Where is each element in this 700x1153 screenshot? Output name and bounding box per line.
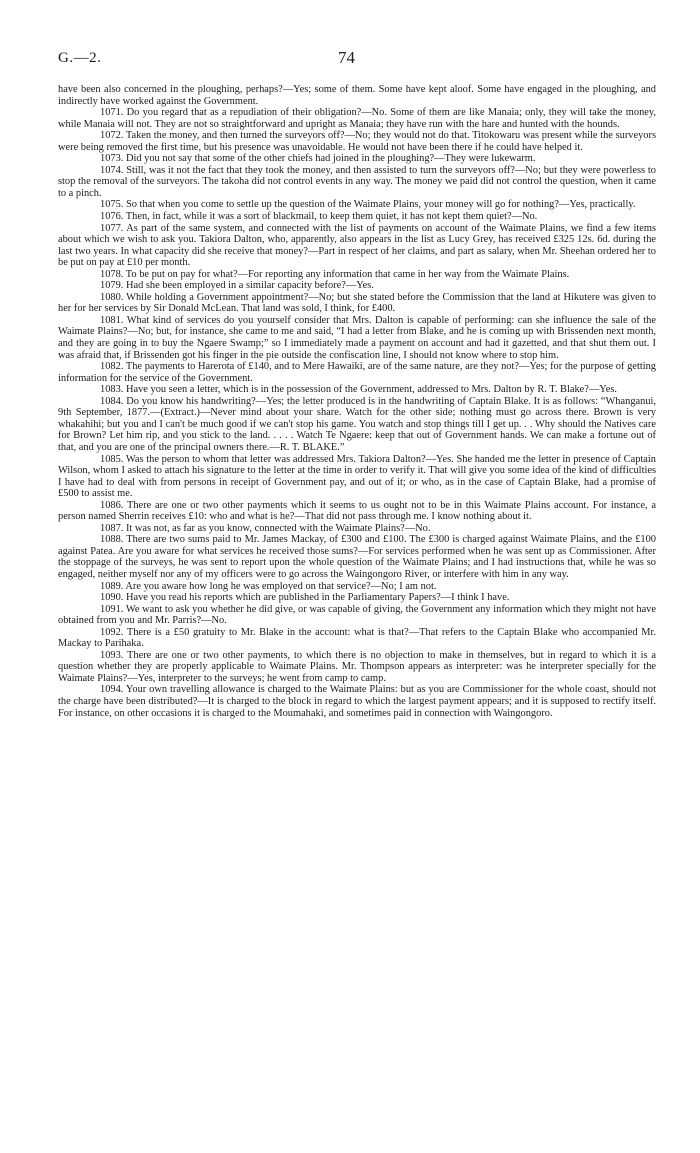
question-1075: 1075. So that when you come to settle up the question of the Waimate Plains, your money will go for nothing?—Yes, practically.	[100, 199, 636, 211]
body-text	[58, 84, 656, 719]
question-1092: 1092. There is a £50 gratuity to Mr. Blake in the account: what is that?—That refers to the Captain Blake who accompanied Mr. Mackay to Parihaka.	[58, 626, 656, 650]
question-1077: 1077. As part of the same system, and connected with the list of payments on account of the Waimate Plains, we find a few items about which we wish to ask you. Takiora Dalton, who, apparently, also appears in the list as Lucy Grey, has received £325 12s. 6d. during the last two years. In what capacity did she receive that money?—Part in respect of her claims, and part as salary, when Mr. Sheehan ordered her to be put on pay at £10 per month.	[58, 222, 656, 269]
question-1087: 1087. It was not, as far as you know, connected with the Waimate Plains?—No.	[100, 522, 431, 534]
question-1079: 1079. Had she been employed in a similar capacity before?—Yes.	[100, 280, 374, 292]
question-1073: 1073. Did you not say that some of the other chiefs had joined in the ploughing?—They were lukewarm.	[100, 153, 536, 165]
question-1090: 1090. Have you read his reports which are published in the Parliamentary Papers?—I think I have.	[100, 592, 510, 604]
question-1083: 1083. Have you seen a letter, which is in the possession of the Government, addressed to Mrs. Dalton by R. T. Blake?—Yes.	[100, 384, 618, 396]
question-1071: 1071. Do you regard that as a repudiation of their obligation?—No. Some of them are like Manaia; only, they will take the money, while Manaia will not. They are not so straightforward and upright as Manaia; they have run with the hare and hunted with the hounds.	[58, 107, 656, 130]
question-1084: 1084. Do you know his handwriting?—Yes; the letter produced is in the handwriting of Captain Blake. It is as follows: “Whanganui, 9th September, 1877.—(Extract.)—Never mind about your share. Watch for the other side; nothing must go across there. Brown is very whakahihi; but you and I can't be much good if we can't stop his game. You watch and stop things till I get up. . . Why should the Natives care for Brown? Let him rip, and you stick to the land. . . . . Watch Te Ngaere: keep that out of Government hands. We can make a fortune out of that, and you are one of the principal owners there.—R. T. BLAKE.”	[58, 395, 656, 453]
question-1080: 1080. While holding a Government appointment?—No; but she stated before the Commission that the land at Hikutere was given to her for her services by Sir Donald McLean. That land was sold, I think, for £400.	[58, 291, 656, 315]
question-1088: 1088. There are two sums paid to Mr. James Mackay, of £300 and £100. The £300 is charged against Waimate Plains, and the £100 against Patea. Are you aware for what services he received those sums?—For services performed when he was sent up as Commissioner. After the stoppage of the surveys, he was sent to report upon the whole question of the Waimate Plains; and I had instructions that, while he was so engaged, neither myself nor any of my officers were to go across the Waingongoro River, or interfere with him in any way.	[58, 534, 656, 580]
question-1082: 1082. The payments to Harerota of £140, and to Mere Hawaiki, are of the same nature, are they not?—Yes; for the purpose of getting information for the service of the Government.	[58, 361, 656, 384]
question-1086: 1086. There are one or two other payments which it seems to us ought not to be in this Waimate Plains account. For instance, a person named Sherrin receives £10: who and what is he?—That did not pass through me. I know nothing about it.	[58, 499, 656, 523]
question-1091: 1091. We want to ask you whether he did give, or was capable of giving, the Government any information which they might not have obtained from you and Mr. Parris?—No.	[58, 603, 656, 627]
paper-reference: G.—2.	[58, 50, 102, 66]
question-1093: 1093. There are one or two other payments, to which there is no objection to make in themselves, but in regard to which it is a question whether they are properly applicable to Waimate Plains. Mr. Thompson appears as interpreter: was he interpreter specially for the Waimate Plains?—Yes, interpreter to the surveys; he went from camp to camp.	[58, 649, 656, 684]
page-number: 74	[338, 48, 355, 67]
question-1085: 1085. Was the person to whom that letter was addressed Mrs. Takiora Dalton?—Yes. She handed me the letter in presence of Captain Wilson, whom I asked to attach his signature to the letter at the time in order to verify it. That will give you some idea of the kind of difficulties I have had to deal with from persons in receipt of Government pay, and out of it; or who, as in the case of Captain Blake, had a promise of £500 to assist me.	[58, 453, 656, 500]
question-1089: 1089. Are you aware how long he was employed on that service?—No; I am not.	[100, 580, 437, 592]
question-1094: 1094. Your own travelling allowance is charged to the Waimate Plains: but as you are Commissioner for the whole coast, should not the charge have been distributed?—It is charged to the block in regard to which the largest payment appears; and it is supposed to rectify itself. For instance, on other occasions it is charged to the Moumahaki, and sometimes paid in connection with Waingongoro.	[58, 684, 656, 719]
question-1076: 1076. Then, in fact, while it was a sort of blackmail, to keep them quiet, it has not kept them quiet?—No.	[100, 211, 538, 223]
question-1081: 1081. What kind of services do you yourself consider that Mrs. Dalton is capable of performing: can she influence the sale of the Waimate Plains?—No; but, for instance, she came to me and said, “I had a letter from Blake, and he is coming up with Brissenden next month, and they are going in to buy the Ngaere Swamp;” so I immediately made a payment on account and had it gazetted, and that shut them out. I was afraid that, if Brissenden got his finger in the pie outside the confiscation line, I should not know where to stop him.	[58, 314, 656, 361]
question-1072: 1072. Taken the money, and then turned the surveyors off?—No; they would not do that. Titokowaru was present while the surveyors were being removed the first time, but his presence was unavoidable. He would not have been there if he could have helped it.	[58, 130, 656, 153]
question-1078: 1078. To be put on pay for what?—For reporting any information that came in her way from the Waimate Plains.	[100, 268, 570, 280]
paragraph-continued: have been also concerned in the ploughing, perhaps?—Yes; some of them. Some have kept aloof. Some have engaged in the ploughing, and indirectly have worked against the Government.	[58, 84, 656, 107]
question-1074: 1074. Still, was it not the fact that they took the money, and then assisted to turn the surveyors off?—No; but they were powerless to stop the removal of the surveyors. The takoha did not control events in any way. The money we paid did not control the question, when it came to a pinch.	[58, 164, 656, 199]
